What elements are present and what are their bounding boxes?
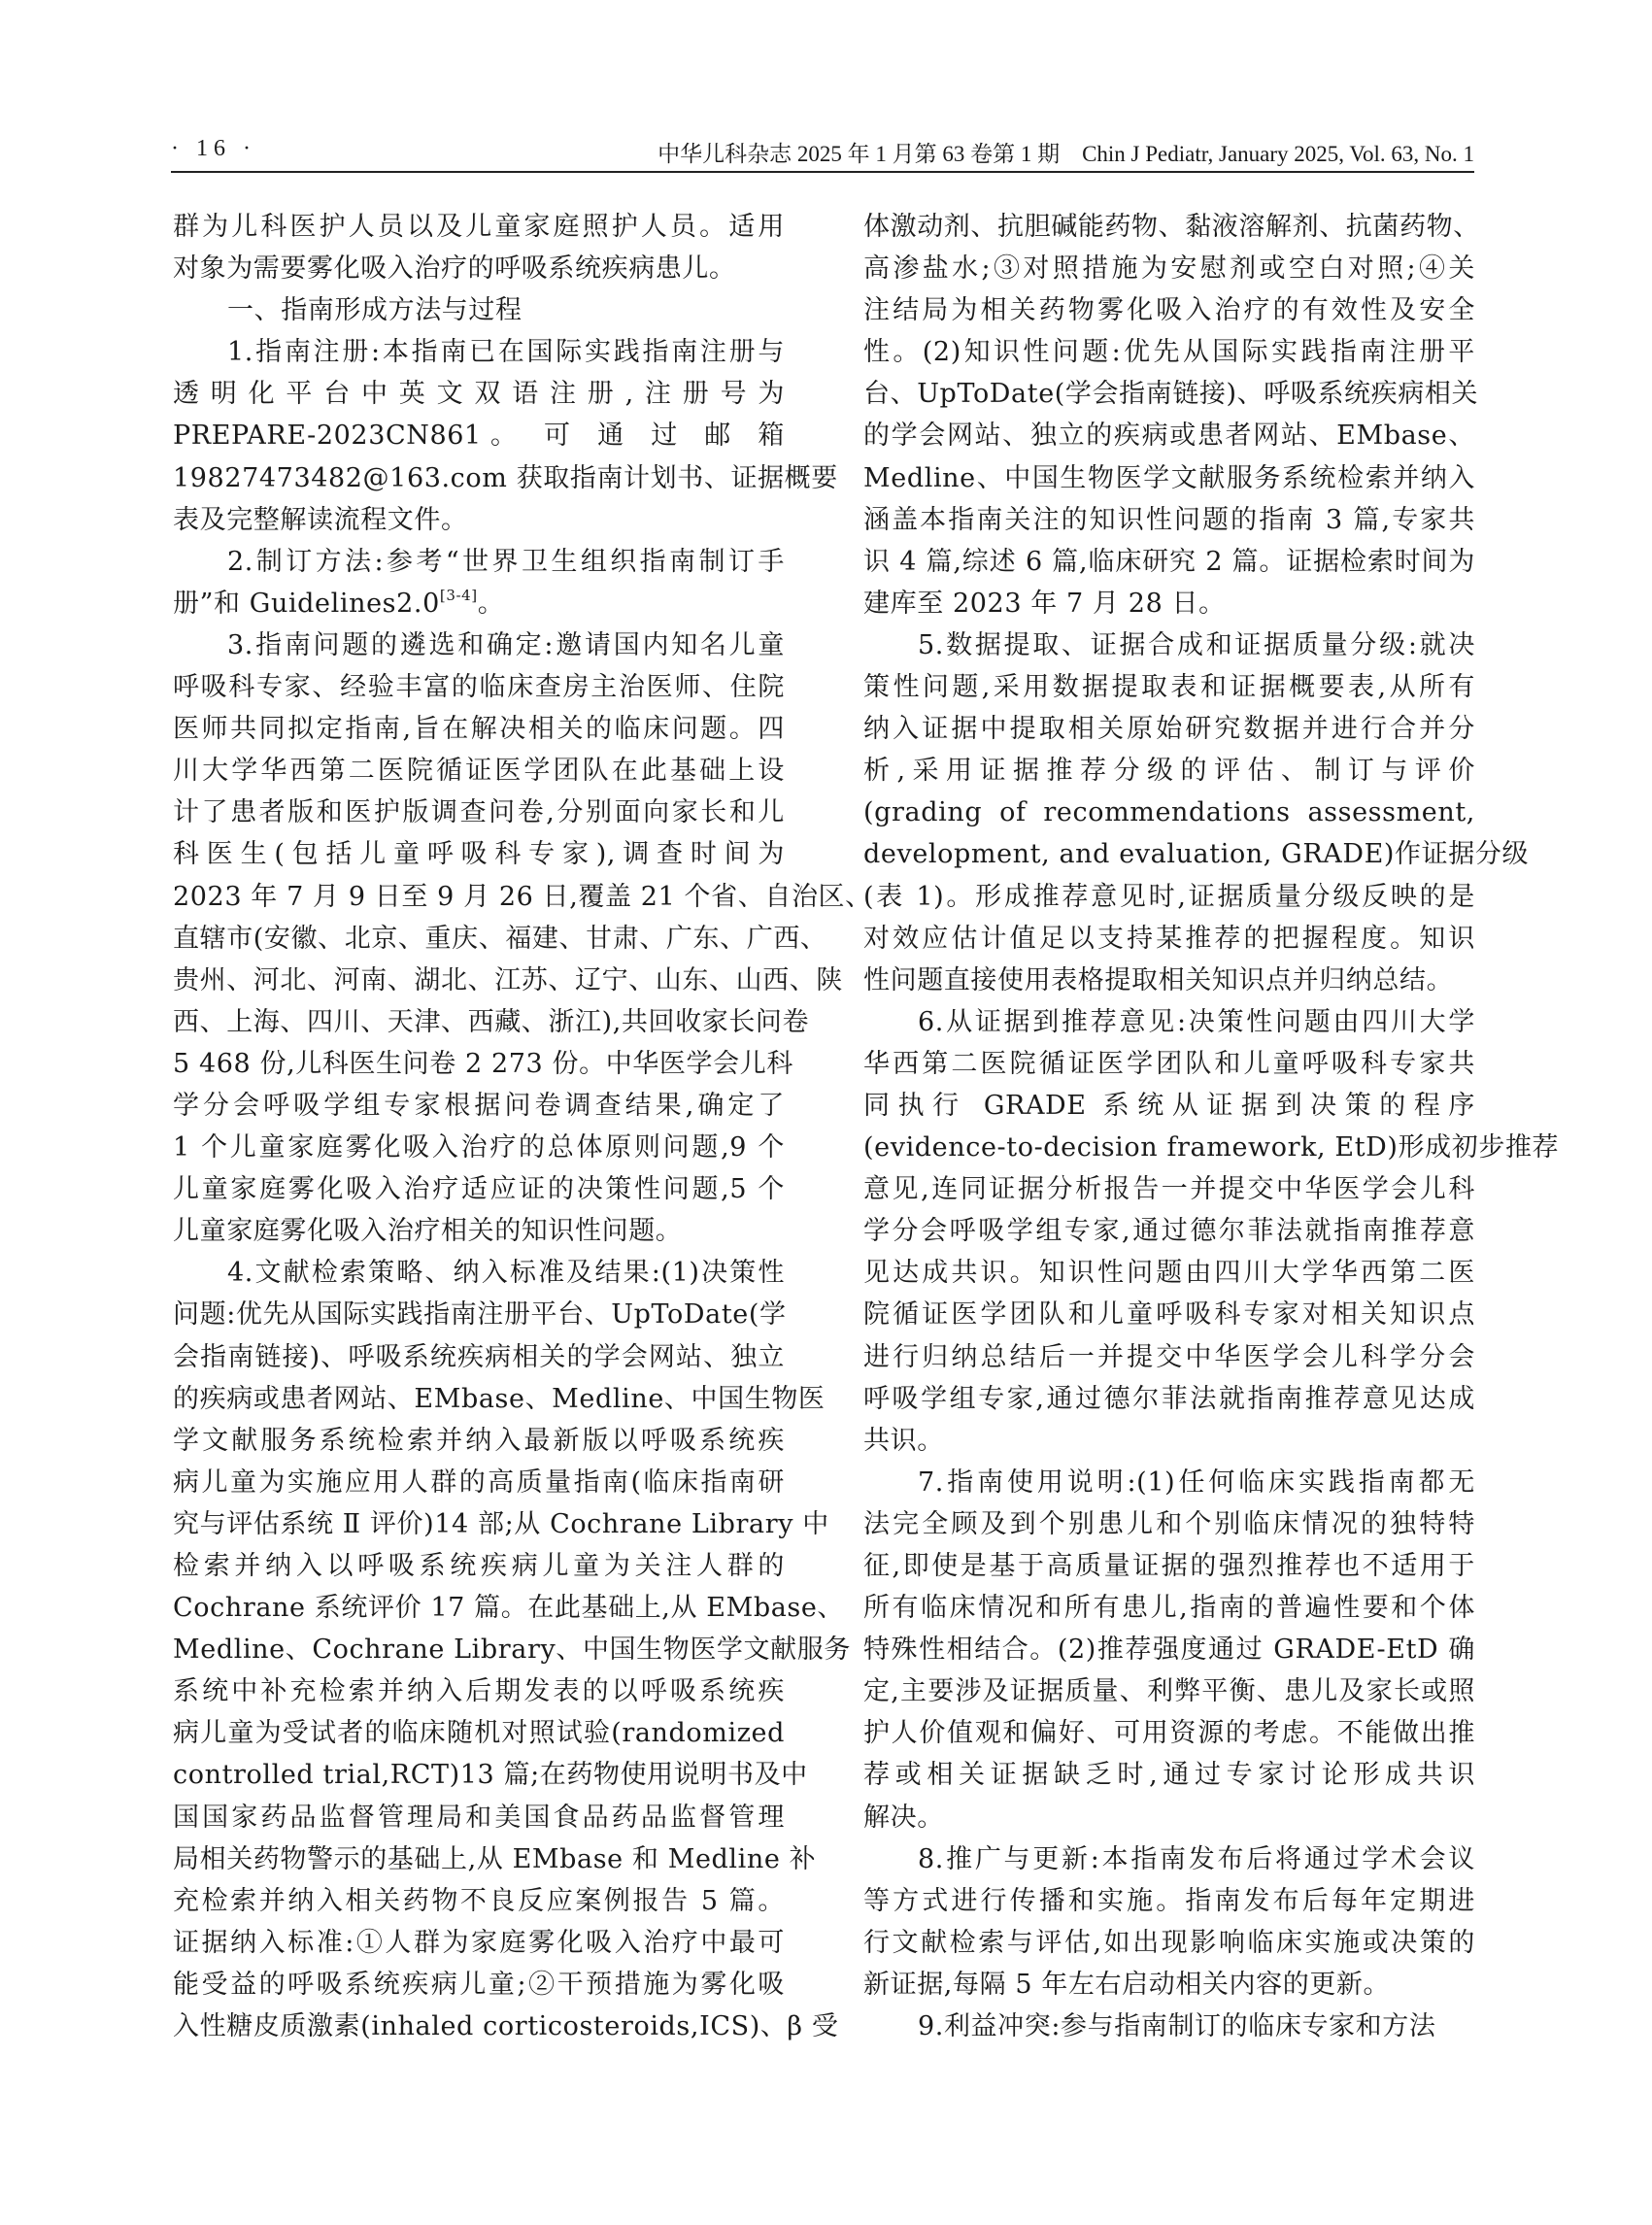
citation-superscript: [3-4] (439, 586, 478, 604)
text-line: controlled trial,RCT)13 篇;在药物使用说明书及中 (173, 1760, 808, 1791)
text-line: 的疾病或患者网站、EMbase、Medline、中国生物医 (173, 1383, 826, 1414)
text-line: 高渗盐水;③对照措施为安慰剂或空白对照;④关 (863, 253, 1475, 285)
text-line: 医师共同拟定指南,旨在解决相关的临床问题。四 (173, 714, 785, 745)
text-line: 呼吸科专家、经验丰富的临床查房主治医师、住院 (173, 672, 785, 703)
sentence-end: 。 (477, 588, 505, 619)
right-column (863, 206, 1560, 2047)
text-line: 6.从证据到推荐意见:决策性问题由四川大学 (918, 1006, 1475, 1037)
text-line: 计了患者版和医护版调查问卷,分别面向家长和儿 (173, 797, 785, 828)
text-line: 新证据,每隔 5 年左右启动相关内容的更新。 (863, 1969, 1391, 2000)
text-line: 群为儿科医护人员以及儿童家庭照护人员。适用 (173, 212, 785, 242)
text-line: 病儿童为实施应用人群的高质量指南(临床指南研 (173, 1466, 785, 1498)
text-line: Cochrane 系统评价 17 篇。在此基础上,从 EMbase、 (173, 1593, 845, 1624)
text-line: 建库至 2023 年 7 月 28 日。 (863, 588, 1226, 619)
text-line: 贵州、河北、河南、湖北、江苏、辽宁、山东、山西、陕 (173, 964, 843, 995)
text-line: 荐或相关证据缺乏时,通过专家讨论形成共识 (863, 1760, 1475, 1791)
text-line: 儿童家庭雾化吸入治疗相关的知识性问题。 (173, 1216, 683, 1247)
text-line: 呼吸学组专家,通过德尔菲法就指南推荐意见达成 (863, 1383, 1475, 1414)
text-line: 行文献检索与评估,如出现影响临床实施或决策的 (863, 1927, 1475, 1958)
text-line: 透明化平台中英文双语注册,注册号为 (173, 379, 785, 410)
text-line: 局相关药物警示的基础上,从 EMbase 和 Medline 补 (173, 1843, 817, 1874)
text-line: 科医生(包括儿童呼吸科专家),调查时间为 (173, 839, 785, 870)
text-line: 国国家药品监督管理局和美国食品药品监督管理 (173, 1802, 785, 1833)
text-line: Medline、中国生物医学文献服务系统检索并纳入 (863, 462, 1475, 493)
text-line: 的学会网站、独立的疾病或患者网站、EMbase、 (863, 421, 1475, 452)
text-line: 9.利益冲突:参与指南制订的临床专家和方法 (918, 2011, 1436, 2042)
text-line: 定,主要涉及证据质量、利弊平衡、患儿及家长或照 (863, 1676, 1475, 1707)
text-line: 7.指南使用说明:(1)任何临床实践指南都无 (918, 1466, 1475, 1498)
text-line: 册”和 Guidelines2.0[3-4]。 (173, 586, 505, 619)
text-line: 充检索并纳入相关药物不良反应案例报告 5 篇。 (173, 1885, 785, 1916)
text-line: 1 个儿童家庭雾化吸入治疗的总体原则问题,9 个 (173, 1132, 785, 1163)
text-line: 等方式进行传播和实施。指南发布后每年定期进 (863, 1885, 1475, 1916)
text-line: 共识。 (863, 1425, 944, 1456)
text-line: 学文献服务系统检索并纳入最新版以呼吸系统疾 (173, 1425, 785, 1456)
text-line: 5 468 份,儿科医生问卷 2 273 份。中华医学会儿科 (173, 1048, 793, 1079)
text-line: 19827473482@163.com 获取指南计划书、证据概要 (173, 462, 838, 493)
text-line: 体激动剂、抗胆碱能药物、黏液溶解剂、抗菌药物、 (863, 212, 1480, 242)
text-line: 同执行 GRADE 系统从证据到决策的程序 (863, 1090, 1475, 1121)
text-line: 析,采用证据推荐分级的评估、制订与评价 (863, 756, 1475, 787)
text-line: 所有临床情况和所有患儿,指南的普遍性要和个体 (863, 1593, 1475, 1624)
text-line: 学分会呼吸学组专家根据问卷调查结果,确定了 (173, 1090, 785, 1121)
text-line: 川大学华西第二医院循证医学团队在此基础上设 (173, 756, 785, 787)
left-column (173, 206, 872, 2047)
text-line: 对效应估计值足以支持某推荐的把握程度。知识 (863, 923, 1475, 954)
text-line: 直辖市(安徽、北京、重庆、福建、甘肃、广东、广西、 (173, 923, 827, 954)
text-line: 华西第二医院循证医学团队和儿童呼吸科专家共 (863, 1048, 1475, 1079)
page-number: · 16 · (171, 136, 256, 161)
text-line: 8.推广与更新:本指南发布后将通过学术会议 (918, 1843, 1475, 1874)
text-line: 3.指南问题的遴选和确定:邀请国内知名儿童 (227, 629, 785, 660)
text-line: 解决。 (863, 1802, 944, 1833)
text-line: 检索并纳入以呼吸系统疾病儿童为关注人群的 (173, 1551, 785, 1581)
text-line: 特殊性相结合。(2)推荐强度通过 GRADE-EtD 确 (863, 1635, 1475, 1666)
text-line: 证据纳入标准:①人群为家庭雾化吸入治疗中最可 (173, 1927, 785, 1958)
text-line: 学分会呼吸学组专家,通过德尔菲法就指南推荐意 (863, 1216, 1475, 1247)
text-line: 对象为需要雾化吸入治疗的呼吸系统疾病患儿。 (173, 253, 736, 285)
text-line: 性。(2)知识性问题:优先从国际实践指南注册平 (863, 337, 1475, 368)
text-line: 系统中补充检索并纳入后期发表的以呼吸系统疾 (173, 1676, 785, 1707)
text-line: 法完全顾及到个别患儿和个别临床情况的独特特 (863, 1508, 1475, 1539)
text-line: 进行归纳总结后一并提交中华医学会儿科学分会 (863, 1341, 1475, 1372)
text-line: 2.制订方法:参考“世界卫生组织指南制订手 (227, 546, 785, 577)
text-line: (evidence-to-decision framework, EtD)形成初步推荐 (863, 1132, 1560, 1163)
text-line: 会指南链接)、呼吸系统疾病相关的学会网站、独立 (173, 1341, 785, 1372)
text-line: 究与评估系统 Ⅱ 评价)14 部;从 Cochrane Library 中 (173, 1508, 829, 1539)
text-line: 注结局为相关药物雾化吸入治疗的有效性及安全 (863, 295, 1475, 326)
running-header (171, 134, 1474, 173)
text-line: 纳入证据中提取相关原始研究数据并进行合并分 (863, 714, 1475, 745)
text-line: 策性问题,采用数据提取表和证据概要表,从所有 (863, 672, 1475, 703)
text-line: Medline、Cochrane Library、中国生物医学文献服务 (173, 1635, 851, 1666)
text-line: PREPARE-2023CN861。 可 通 过 邮 箱 (173, 421, 785, 452)
text-line: development, and evaluation, GRADE)作证据分级 (863, 839, 1530, 870)
text-line: 5.数据提取、证据合成和证据质量分级:就决 (918, 629, 1475, 660)
text-line: 病儿童为受试者的临床随机对照试验(randomized (173, 1718, 785, 1749)
text-line: 性问题直接使用表格提取相关知识点并归纳总结。 (863, 964, 1454, 995)
journal-running-head: 中华儿科杂志 2025 年 1 月第 63 卷第 1 期 Chin J Pediatr, January 2025, Vol. 63, No. 1 (657, 142, 1474, 166)
text-line: 征,即使是基于高质量证据的强烈推荐也不适用于 (863, 1551, 1475, 1581)
text-line: 院循证医学团队和儿童呼吸科专家对相关知识点 (863, 1299, 1475, 1331)
text-line: 一、指南形成方法与过程 (227, 295, 523, 326)
text-line: 西、上海、四川、天津、西藏、浙江),共回收家长问卷 (173, 1006, 810, 1037)
text-line: 问题:优先从国际实践指南注册平台、UpToDate(学 (173, 1299, 787, 1331)
text-line: 儿童家庭雾化吸入治疗适应证的决策性问题,5 个 (173, 1174, 785, 1205)
text-line: 2023 年 7 月 9 日至 9 月 26 日,覆盖 21 个省、自治区、 (173, 881, 872, 912)
text-line: 能受益的呼吸系统疾病儿童;②干预措施为雾化吸 (173, 1969, 785, 2000)
text-line: (grading of recommendations assessment, (863, 797, 1475, 828)
text-line: 涵盖本指南关注的知识性问题的指南 3 篇,专家共 (863, 504, 1475, 535)
text-line: 表及完整解读流程文件。 (173, 504, 468, 535)
text-line: 意见,连同证据分析报告一并提交中华医学会儿科 (863, 1174, 1475, 1205)
text-line: 4.文献检索策略、纳入标准及结果:(1)决策性 (227, 1258, 785, 1289)
text-line: 识 4 篇,综述 6 篇,临床研究 2 篇。证据检索时间为 (863, 546, 1475, 577)
text-line: 见达成共识。知识性问题由四川大学华西第二医 (863, 1258, 1475, 1289)
text-line: (表 1)。形成推荐意见时,证据质量分级反映的是 (863, 881, 1475, 912)
text-line: 护人价值观和偏好、可用资源的考虑。不能做出推 (863, 1718, 1475, 1749)
text-line: 1.指南注册:本指南已在国际实践指南注册与 (227, 337, 785, 368)
text-line: 台、UpToDate(学会指南链接)、呼吸系统疾病相关 (863, 379, 1479, 410)
text-line: 入性糖皮质激素(inhaled corticosteroids,ICS)、β 受 (173, 2011, 839, 2042)
